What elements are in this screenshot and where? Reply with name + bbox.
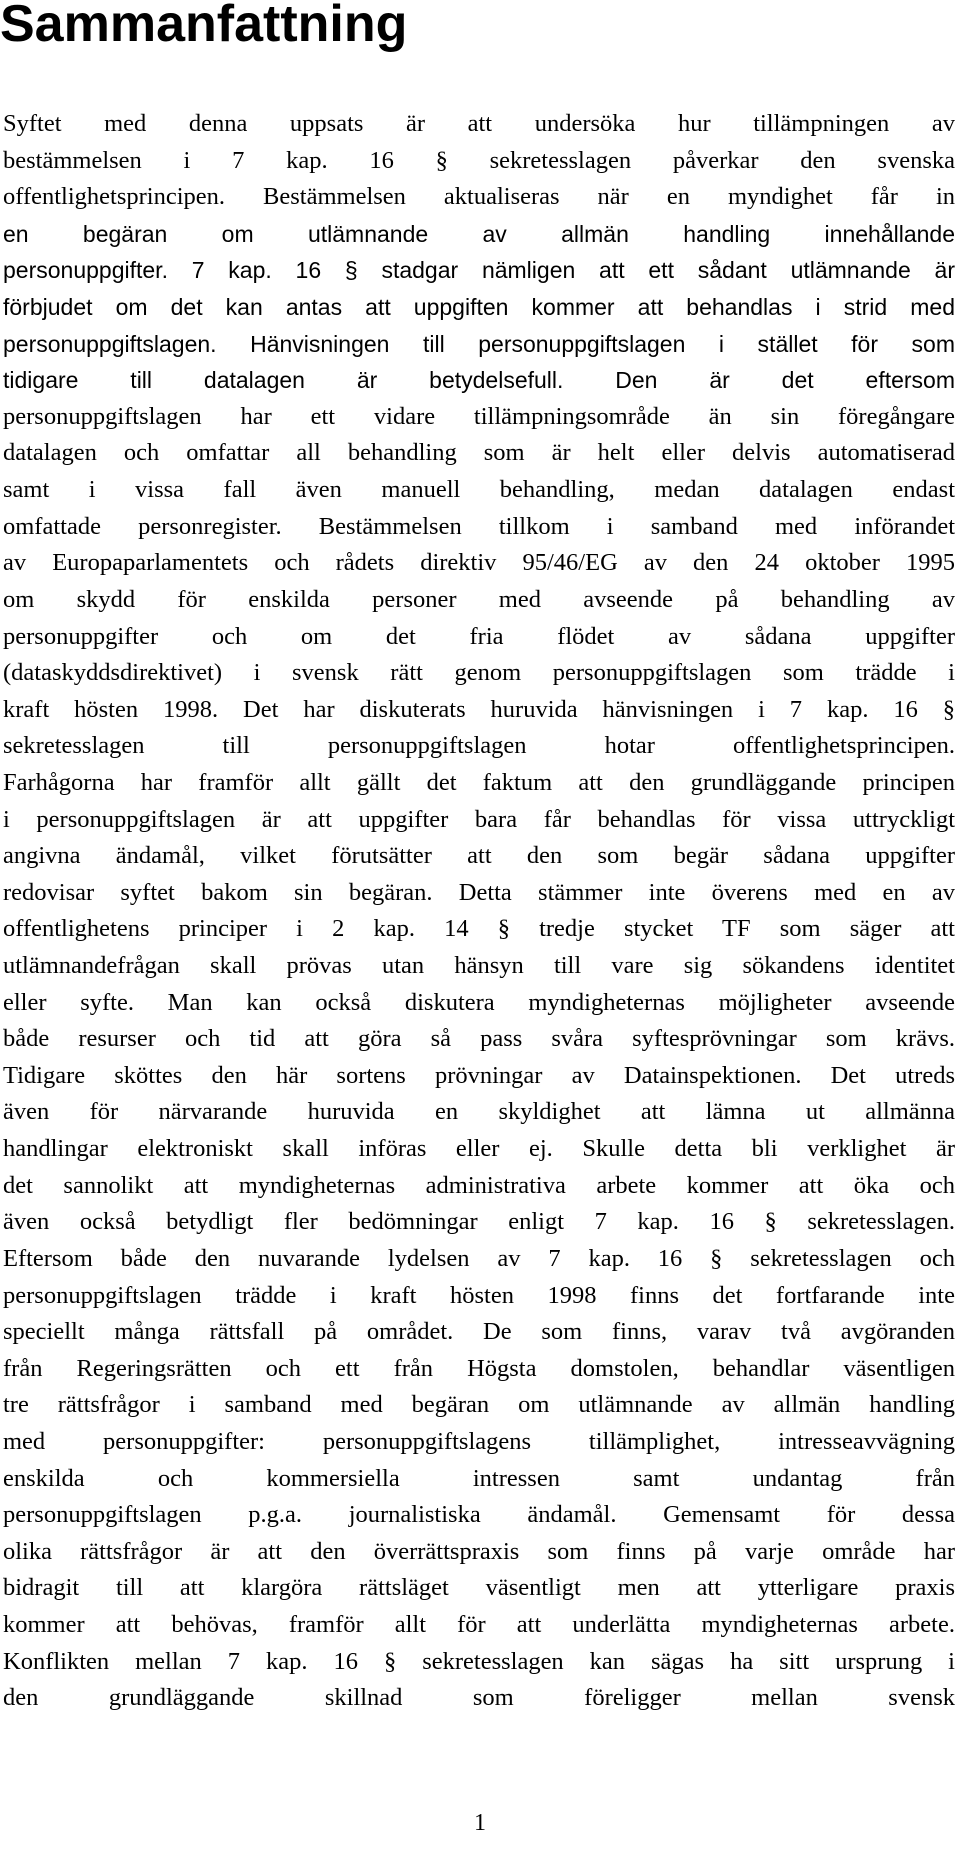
text-line: kommer att behövas, framför allt för att underlätta myndigheternas arbete.	[3, 1610, 955, 1638]
text-line: omfattade personregister. Bestämmelsen tillkom i samband med införandet	[3, 512, 955, 540]
text-line: av Europaparlamentets och rådets direktiv 95/46/EG av den 24 oktober 1995	[3, 549, 955, 577]
text-line: Tidigare sköttes den här sortens prövningar av Datainspektionen. Det utreds	[3, 1061, 955, 1089]
text-line: personuppgiftslagen trädde i kraft hösten 1998 finns det fortfarande inte	[3, 1281, 955, 1309]
text-line: det sannolikt att myndigheternas administrativa arbete kommer att öka och	[3, 1171, 955, 1199]
text-line: personuppgifter. 7 kap. 16 § stadgar nämligen att ett sådant utlämnande är	[3, 257, 955, 284]
text-line: offentlighetens principer i 2 kap. 14 § tredje stycket TF som säger att	[3, 915, 955, 943]
text-line: speciellt många rättsfall på området. De som finns, varav två avgöranden	[3, 1318, 955, 1346]
text-line: eller syfte. Man kan också diskutera myndigheternas möjligheter avseende	[3, 988, 955, 1016]
text-line: den grundläggande skillnad som föreligger mellan svensk	[3, 1684, 955, 1712]
text-line: personuppgifter och om det fria flödet av sådana uppgifter	[3, 622, 955, 650]
summary-paragraph	[3, 106, 955, 1717]
text-line: datalagen och omfattar all behandling som är helt eller delvis automatiserad	[3, 439, 955, 467]
text-line: handlingar elektroniskt skall införas eller ej. Skulle detta bli verklighet är	[3, 1135, 955, 1163]
text-line: tidigare till datalagen är betydelsefull. Den är det eftersom	[3, 367, 955, 394]
text-line: personuppgiftslagen. Hänvisningen till personuppgiftslagen i stället för som	[3, 330, 955, 357]
text-line: bidragit till att klargöra rättsläget väsentligt men att ytterligare praxis	[3, 1574, 955, 1602]
text-line: personuppgiftslagen p.g.a. journalistiska ändamål. Gemensamt för dessa	[3, 1501, 955, 1529]
text-line: med personuppgifter: personuppgiftslagens tillämplighet, intresseavvägning	[3, 1427, 955, 1455]
text-line: förbjudet om det kan antas att uppgiften kommer att behandlas i strid med	[3, 294, 955, 321]
text-line: från Regeringsrätten och ett från Högsta domstolen, behandlar väsentligen	[3, 1354, 955, 1382]
text-line: en begäran om utlämnande av allmän handling innehållande	[3, 220, 955, 247]
text-line: i personuppgiftslagen är att uppgifter bara får behandlas för vissa uttryckligt	[3, 805, 955, 833]
text-line: även för närvarande huruvida en skyldighet att lämna ut allmänna	[3, 1098, 955, 1126]
text-line: även också betydligt fler bedömningar enligt 7 kap. 16 § sekretesslagen.	[3, 1208, 955, 1236]
text-line: samt i vissa fall även manuell behandling, medan datalagen endast	[3, 476, 955, 504]
text-line: redovisar syftet bakom sin begäran. Detta stämmer inte överens med en av	[3, 878, 955, 906]
text-line: Syftet med denna uppsats är att undersöka hur tillämpningen av	[3, 110, 955, 137]
text-line: enskilda och kommersiella intressen samt undantag från	[3, 1464, 955, 1492]
text-line: sekretesslagen till personuppgiftslagen hotar offentlighetsprincipen.	[3, 732, 955, 760]
text-line: angivna ändamål, vilket förutsätter att den som begär sådana uppgifter	[3, 842, 955, 870]
page-title: Sammanfattning	[0, 0, 408, 53]
text-line: om skydd för enskilda personer med avseende på behandling av	[3, 585, 955, 613]
text-line: kraft hösten 1998. Det har diskuterats huruvida hänvisningen i 7 kap. 16 §	[3, 695, 955, 723]
text-line: personuppgiftslagen har ett vidare tillämpningsområde än sin föregångare	[3, 402, 955, 430]
text-line: både resurser och tid att göra så pass svåra syftesprövningar som krävs.	[3, 1025, 955, 1053]
text-line: utlämnandefrågan skall prövas utan hänsyn till vare sig sökandens identitet	[3, 952, 955, 980]
text-line: tre rättsfrågor i samband med begäran om utlämnande av allmän handling	[3, 1391, 955, 1419]
text-line: olika rättsfrågor är att den överrättspraxis som finns på varje område har	[3, 1537, 955, 1565]
text-line: (dataskyddsdirektivet) i svensk rätt genom personuppgiftslagen som trädde i	[3, 659, 955, 687]
text-line: Konflikten mellan 7 kap. 16 § sekretesslagen kan sägas ha sitt ursprung i	[3, 1647, 955, 1675]
page-number: 1	[474, 1810, 486, 1836]
text-line: offentlighetsprincipen. Bestämmelsen aktualiseras när en myndighet får in	[3, 183, 955, 211]
text-line: Eftersom både den nuvarande lydelsen av 7 kap. 16 § sekretesslagen och	[3, 1244, 955, 1272]
text-line: bestämmelsen i 7 kap. 16 § sekretesslagen påverkar den svenska	[3, 146, 955, 174]
text-line: Farhågorna har framför allt gällt det faktum att den grundläggande principen	[3, 768, 955, 796]
